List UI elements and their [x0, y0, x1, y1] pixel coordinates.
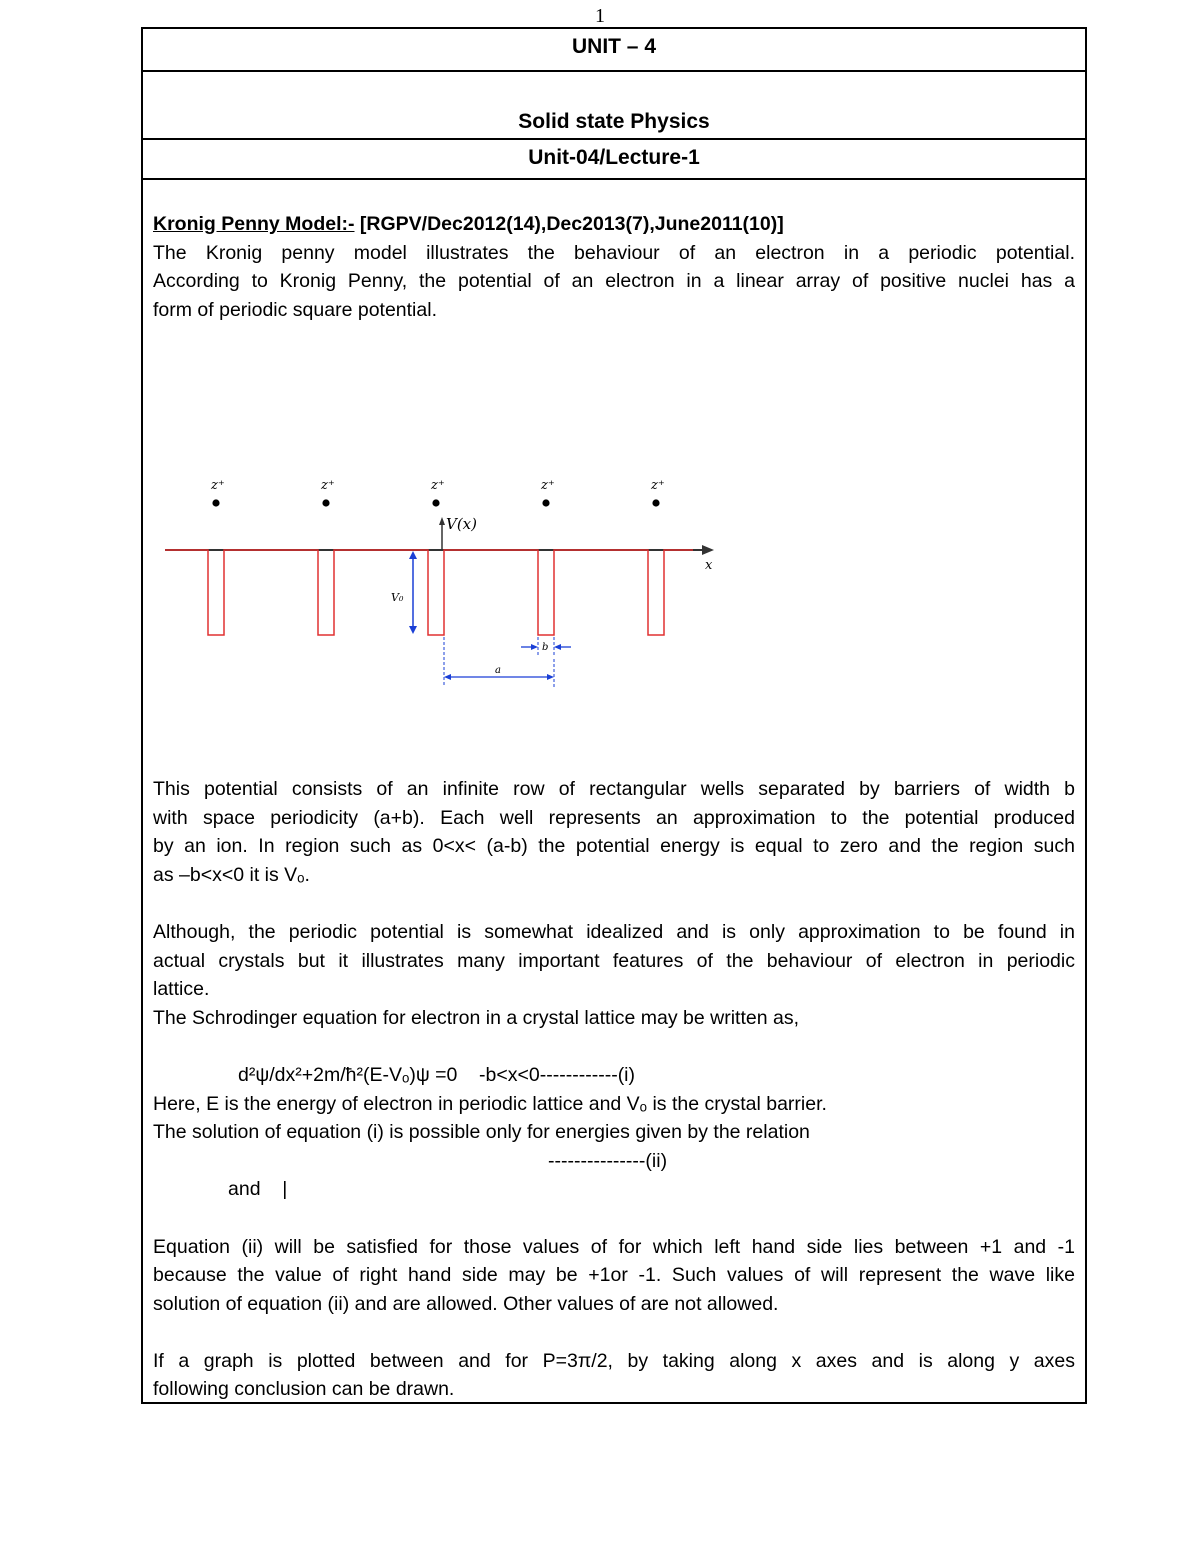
para2-line: actual crystals but it illustrates many important features of the behaviour of electron in periodic — [153, 949, 1075, 972]
nucleus-dot — [212, 499, 219, 506]
equation-ii-tag: ---------------(ii) — [548, 1149, 668, 1172]
lecture-title: Unit-04/Lecture-1 — [528, 146, 700, 169]
nucleus-label: z⁺ — [211, 478, 225, 493]
nucleus-dot — [432, 499, 439, 506]
section-refs: [RGPV/Dec2012(14),Dec2013(7),June2011(10)] — [354, 213, 784, 235]
and-line: and | — [228, 1178, 288, 1201]
section-title: Kronig Penny Model:- — [153, 213, 355, 235]
para3-line: Equation (ii) will be satisfied for those values of for which left hand side lies between +1 and -1 — [153, 1235, 1075, 1258]
kronig-penney-diagram — [153, 469, 733, 709]
nucleus-label: z⁺ — [321, 478, 335, 493]
intro-block — [153, 210, 1075, 324]
v0-arrowhead — [409, 551, 417, 559]
lecture-frame — [141, 27, 1087, 1404]
blank-line — [153, 1318, 1075, 1347]
a-label: a — [495, 665, 501, 676]
solution-line: The solution of equation (i) is possible only for energies given by the relation — [153, 1121, 810, 1144]
schrodinger-intro: The Schrodinger equation for electron in a crystal lattice may be written as, — [153, 1006, 799, 1029]
para2-line: lattice. — [153, 978, 210, 1001]
unit-title: UNIT – 4 — [571, 35, 657, 58]
intro-line: form of periodic square potential. — [153, 298, 437, 321]
blank-line — [153, 1032, 1075, 1061]
para4-line: following conclusion can be drawn. — [153, 1378, 455, 1401]
divider — [143, 70, 1085, 72]
para3-line: because the value of right hand side may be +1or -1. Such values of will represent the wave like — [153, 1264, 1075, 1287]
nucleus-label: z⁺ — [541, 478, 555, 493]
v-axis-label: V(x) — [446, 515, 477, 533]
intro-line: The Kronig penny model illustrates the behaviour of an electron in a periodic potential. — [153, 241, 1075, 264]
nucleus-dot — [542, 499, 549, 506]
equation-i: d²ψ/dx²+2m/ħ²(E-Vₒ)ψ =0 -b<x<0------------(i) — [238, 1063, 636, 1086]
para2-line: Although, the periodic potential is somewhat idealized and is only approximation to be found in — [153, 920, 1075, 943]
para1-line: with space periodicity (a+b). Each well represents an approximation to the potential produced — [153, 806, 1075, 829]
here-line: Here, E is the energy of electron in periodic lattice and Vₒ is the crystal barrier. — [153, 1092, 827, 1115]
a-arrowhead — [444, 674, 451, 680]
x-axis-arrowhead — [702, 545, 714, 555]
para1-line: This potential consists of an infinite row of rectangular wells separated by barriers of width b — [153, 778, 1075, 800]
divider — [143, 178, 1085, 180]
para3-line: solution of equation (ii) and are allowed. Other values of are not allowed. — [153, 1292, 779, 1315]
intro-line: According to Kronig Penny, the potential of an electron in a linear array of positive nuclei has a — [153, 270, 1075, 293]
divider — [143, 138, 1085, 140]
blank-line — [153, 889, 1075, 918]
v0-arrowhead — [409, 626, 417, 634]
nucleus-label: z⁺ — [651, 478, 665, 493]
page-number: 1 — [595, 5, 605, 27]
section-heading — [153, 210, 1075, 239]
b-label: b — [542, 642, 549, 653]
nucleus-dot — [652, 499, 659, 506]
para1-line: by an ion. In region such as 0<x< (a-b) the potential energy is equal to zero and the region such — [153, 835, 1075, 858]
body-block — [153, 775, 1075, 1404]
blank-line — [153, 1204, 1075, 1233]
para4-line: If a graph is plotted between and for P=3π/2, by taking along x axes and is along y axes — [153, 1349, 1075, 1372]
x-axis-label: x — [705, 558, 713, 573]
b-arrowhead — [554, 644, 561, 650]
v-axis-arrowhead — [439, 517, 445, 525]
subject-title: Solid state Physics — [518, 110, 710, 133]
b-arrowhead — [531, 644, 538, 650]
potential-wells — [165, 550, 693, 635]
a-arrowhead — [547, 674, 554, 680]
para1-line: as –b<x<0 it is Vₒ. — [153, 863, 310, 886]
nucleus-dot — [322, 499, 329, 506]
nucleus-label: z⁺ — [431, 478, 445, 493]
v0-label: V₀ — [391, 591, 404, 604]
